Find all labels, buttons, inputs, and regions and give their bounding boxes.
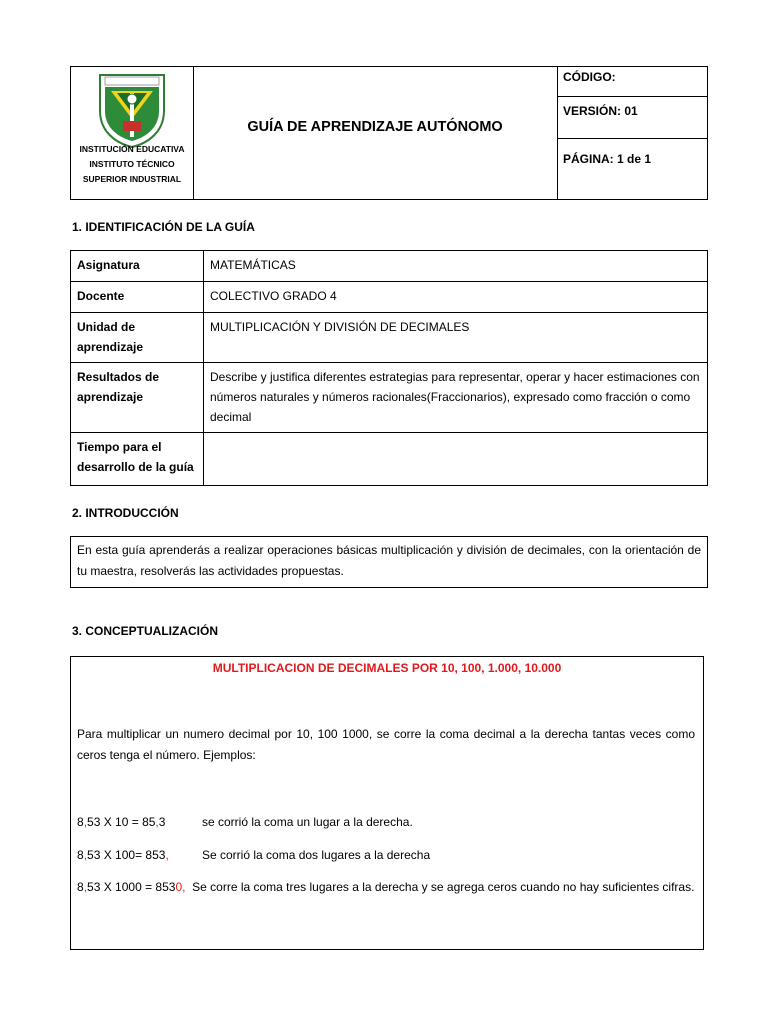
row-value: MATEMÁTICAS [210, 258, 296, 272]
table-row [71, 363, 707, 433]
table-row [71, 251, 707, 282]
example-note: Se corrió la coma dos lugares a la derecha [202, 848, 431, 862]
row-label: Docente [77, 289, 125, 303]
version-label: VERSIÓN: 01 [557, 97, 707, 139]
table-row [71, 313, 707, 363]
row-label: Tiempo para el desarrollo de la guía [77, 440, 194, 474]
school-shield-icon [97, 71, 167, 149]
introduction-box: En esta guía aprenderás a realizar operaciones básicas multiplicación y división de decimales, con la orientación de tu maestra, resolverás las actividades propuestas. [70, 536, 708, 588]
school-name-line-1: INSTITUCIÓN EDUCATIVA [79, 144, 185, 154]
table-row [71, 433, 707, 485]
row-value: Describe y justifica diferentes estrategias para representar, operar y hacer estimaciones con números naturales y números racionales(Fraccionarios), expresado como fracción o como decimal [210, 370, 700, 424]
codigo-label: CÓDIGO: [557, 67, 707, 97]
logo-cell [71, 67, 194, 199]
section-heading-conceptualizacion: 3. CONCEPTUALIZACIÓN [72, 624, 219, 638]
identification-table [70, 250, 708, 486]
section-heading-identificacion: 1. IDENTIFICACIÓN DE LA GUÍA [72, 220, 255, 234]
row-label: Asignatura [77, 258, 140, 272]
example-line: 8,53 X 10 = 85,3 [77, 815, 166, 829]
pagina-label: PÁGINA: 1 de 1 [563, 152, 652, 166]
meta-cell [557, 67, 707, 199]
example-line: 8,53 X 100= 853, [77, 848, 169, 862]
title-cell [193, 67, 558, 199]
row-label: Resultados de aprendizaje [77, 370, 160, 404]
table-row [71, 282, 707, 313]
school-name-line-2: INSTITUTO TÉCNICO [89, 159, 175, 169]
row-label: Unidad de aprendizaje [77, 320, 144, 354]
row-value: MULTIPLICACIÓN Y DIVISIÓN DE DECIMALES [210, 320, 470, 334]
school-name-line-3: SUPERIOR INDUSTRIAL [82, 174, 182, 184]
concept-heading: MULTIPLICACION DE DECIMALES POR 10, 100, 1.000, 10.000 [212, 661, 562, 675]
document-title: GUÍA DE APRENDIZAJE AUTÓNOMO [247, 119, 503, 135]
example-note: Se corre la coma tres lugares a la derecha y se agrega ceros cuando no hay suficientes cifras. [192, 880, 695, 894]
example-note: se corrió la coma un lugar a la derecha. [202, 815, 413, 829]
document-header [70, 66, 708, 200]
conceptualization-box [70, 656, 704, 950]
example-line: 8,53 X 1000 = 8530, Se corre la coma tres lugares a la derecha y se agrega ceros cuando no hay suficientes cifras. [77, 880, 695, 894]
row-value: COLECTIVO GRADO 4 [210, 289, 337, 303]
concept-paragraph: Para multiplicar un numero decimal por 10, 100 1000, se corre la coma decimal a la derecha tantas veces como ceros tenga el número. Ejemplos: [77, 727, 695, 762]
section-heading-introduccion: 2. INTRODUCCIÓN [72, 506, 179, 520]
